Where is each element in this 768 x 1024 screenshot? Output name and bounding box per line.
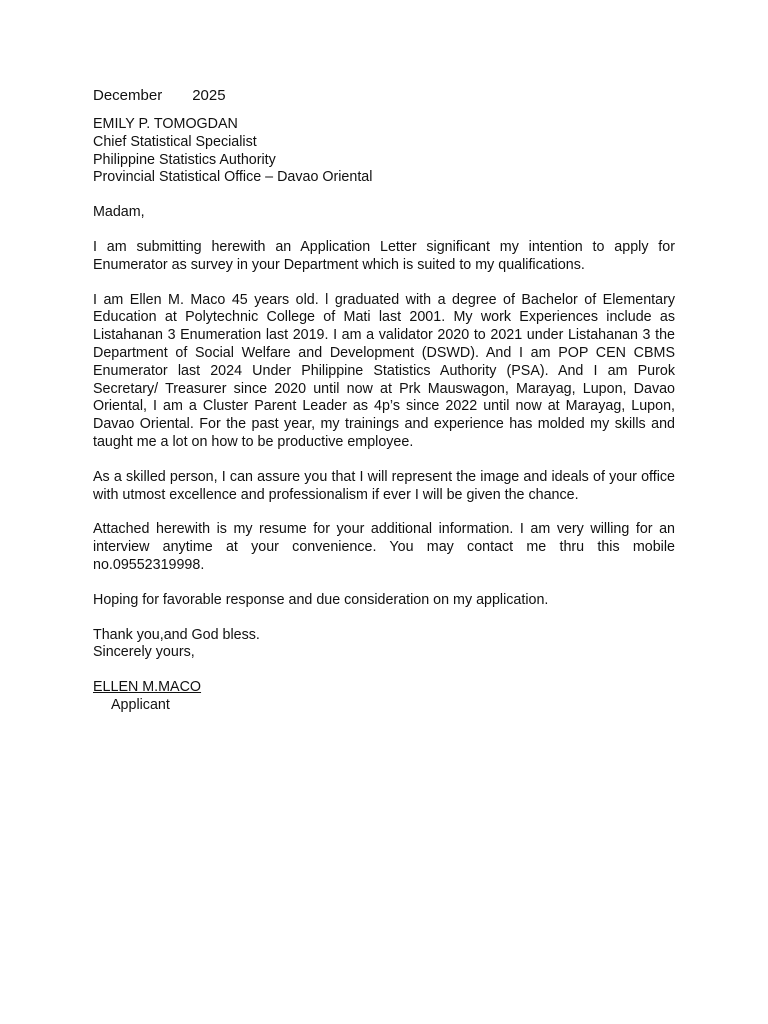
recipient-name: EMILY P. TOMOGDAN	[93, 116, 238, 132]
signature-block	[93, 679, 675, 715]
paragraph-resume: Attached herewith is my resume for your additional information. I am very willing for an interview anytime at your convenience. You may contact me thru this mobile no.09552319998.	[93, 521, 675, 573]
paragraph-assurance: As a skilled person, I can assure you that I will represent the image and ideals of your office with utmost excellence and professionalism if ever I will be given the chance.	[93, 468, 675, 503]
recipient-title: Chief Statistical Specialist	[93, 133, 257, 150]
date-month: December	[93, 87, 163, 104]
date-year: 2025	[192, 87, 226, 104]
letter-page	[93, 86, 675, 715]
closing-block	[93, 627, 675, 663]
closing-thanks: Thank you,and God bless.	[93, 626, 260, 643]
paragraph-intent: I am submitting herewith an Application Letter significant my intention to apply for Enumerator as survey in your Department which is suited to my qualifications.	[93, 238, 675, 273]
letter-date	[93, 86, 675, 106]
signature-name: ELLEN M.MACO	[93, 679, 202, 696]
salutation: Madam,	[93, 204, 145, 221]
recipient-office: Provincial Statistical Office – Davao Oriental	[93, 169, 373, 186]
signature-title: Applicant	[111, 696, 170, 713]
paragraph-experience: I am Ellen M. Maco 45 years old. l graduated with a degree of Bachelor of Elementary Education at Polytechnic College of Mati last 2001. My work Experiences include as Listahanan 3 Enumeration last 2019. I am a validator 2020 to 2021 under Listahanan 3 the Department of Social Welfare and Development (DSWD). And I am POP CEN CBMS Enumerator last 2024 Under Philippine Statistics Authority (PSA). And I am Purok Secretary/ Treasurer since 2020 until now at Prk Mauswagon, Marayag, Lupon, Davao Oriental, I am a Cluster Parent Leader as 4p’s since 2022 until now at Marayag, Lupon, Davao Oriental. For the past year, my trainings and experience has molded my skills and taught me a lot on how to be productive employee.	[93, 291, 675, 450]
paragraph-hoping: Hoping for favorable response and due consideration on my application.	[93, 591, 549, 608]
recipient-organization: Philippine Statistics Authority	[93, 151, 276, 168]
closing-sincerely: Sincerely yours,	[93, 644, 195, 661]
recipient-block	[93, 116, 675, 187]
